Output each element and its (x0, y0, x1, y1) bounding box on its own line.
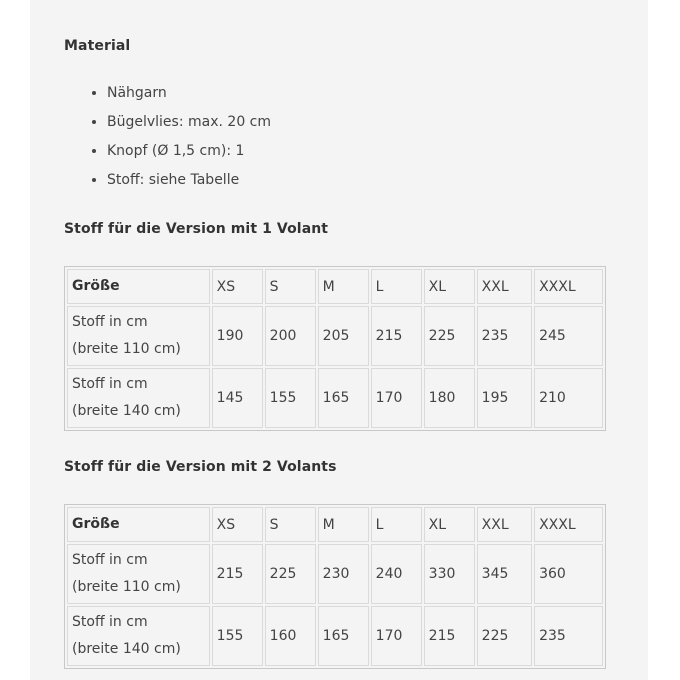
table-header-row (67, 507, 603, 542)
row-label (67, 544, 210, 604)
row-label-line: Stoff in cm (72, 552, 148, 568)
table-header-cell: L (371, 269, 422, 304)
table-cell: 155 (265, 368, 316, 428)
table-header-cell: XL (424, 269, 475, 304)
table-cell: 205 (318, 306, 369, 366)
table-cell: 215 (371, 306, 422, 366)
table-cell: 225 (265, 544, 316, 604)
table-cell: 145 (212, 368, 263, 428)
row-label-line: (breite 140 cm) (72, 641, 181, 657)
table-header-cell: L (371, 507, 422, 542)
table-row (67, 544, 603, 604)
table-row (67, 606, 603, 666)
list-item: • Stoff: siehe Tabelle (107, 170, 271, 199)
table-header-cell: XL (424, 507, 475, 542)
list-item: • Nähgarn (107, 83, 271, 112)
row-label-line: (breite 110 cm) (72, 341, 181, 357)
table-cell: 160 (265, 606, 316, 666)
table-cell: 170 (371, 368, 422, 428)
table-header-cell: Größe (67, 507, 210, 542)
material-heading: Material (64, 38, 131, 54)
table-header-cell: Größe (67, 269, 210, 304)
table-header-cell: S (265, 269, 316, 304)
table-cell: 215 (212, 544, 263, 604)
table-cell: 225 (424, 306, 475, 366)
table-header-row (67, 269, 603, 304)
fabric-table-version-2 (64, 504, 606, 669)
row-label (67, 606, 210, 666)
row-label-line: (breite 110 cm) (72, 579, 181, 595)
table-cell: 200 (265, 306, 316, 366)
material-list (85, 83, 271, 199)
table-header-cell: XS (212, 507, 263, 542)
row-label (67, 306, 210, 366)
table-header-cell: M (318, 507, 369, 542)
table-header-cell: M (318, 269, 369, 304)
table-cell: 245 (534, 306, 603, 366)
table-cell: 330 (424, 544, 475, 604)
table-cell: 165 (318, 368, 369, 428)
row-label-line: Stoff in cm (72, 314, 148, 330)
table-cell: 190 (212, 306, 263, 366)
table-cell: 225 (477, 606, 532, 666)
table-header-cell: XS (212, 269, 263, 304)
table-header-cell: XXXL (534, 507, 603, 542)
table-cell: 345 (477, 544, 532, 604)
fabric-table-version-1 (64, 266, 606, 431)
version-2-heading: Stoff für die Version mit 2 Volants (64, 459, 337, 475)
table-cell: 180 (424, 368, 475, 428)
table-row (67, 306, 603, 366)
table-row (67, 368, 603, 428)
content-page (30, 0, 648, 680)
table-cell: 240 (371, 544, 422, 604)
table-cell: 170 (371, 606, 422, 666)
table-cell: 230 (318, 544, 369, 604)
row-label-line: Stoff in cm (72, 614, 148, 630)
table-header-cell: S (265, 507, 316, 542)
table-cell: 165 (318, 606, 369, 666)
table-cell: 235 (534, 606, 603, 666)
table-cell: 215 (424, 606, 475, 666)
table-header-cell: XXL (477, 269, 532, 304)
table-header-cell: XXL (477, 507, 532, 542)
table-header-cell: XXXL (534, 269, 603, 304)
table-cell: 235 (477, 306, 532, 366)
row-label (67, 368, 210, 428)
table-cell: 195 (477, 368, 532, 428)
table-cell: 210 (534, 368, 603, 428)
list-item: • Knopf (Ø 1,5 cm): 1 (107, 141, 271, 170)
table-cell: 155 (212, 606, 263, 666)
version-1-heading: Stoff für die Version mit 1 Volant (64, 221, 329, 237)
list-item: • Bügelvlies: max. 20 cm (107, 112, 271, 141)
row-label-line: Stoff in cm (72, 376, 148, 392)
row-label-line: (breite 140 cm) (72, 403, 181, 419)
table-cell: 360 (534, 544, 603, 604)
